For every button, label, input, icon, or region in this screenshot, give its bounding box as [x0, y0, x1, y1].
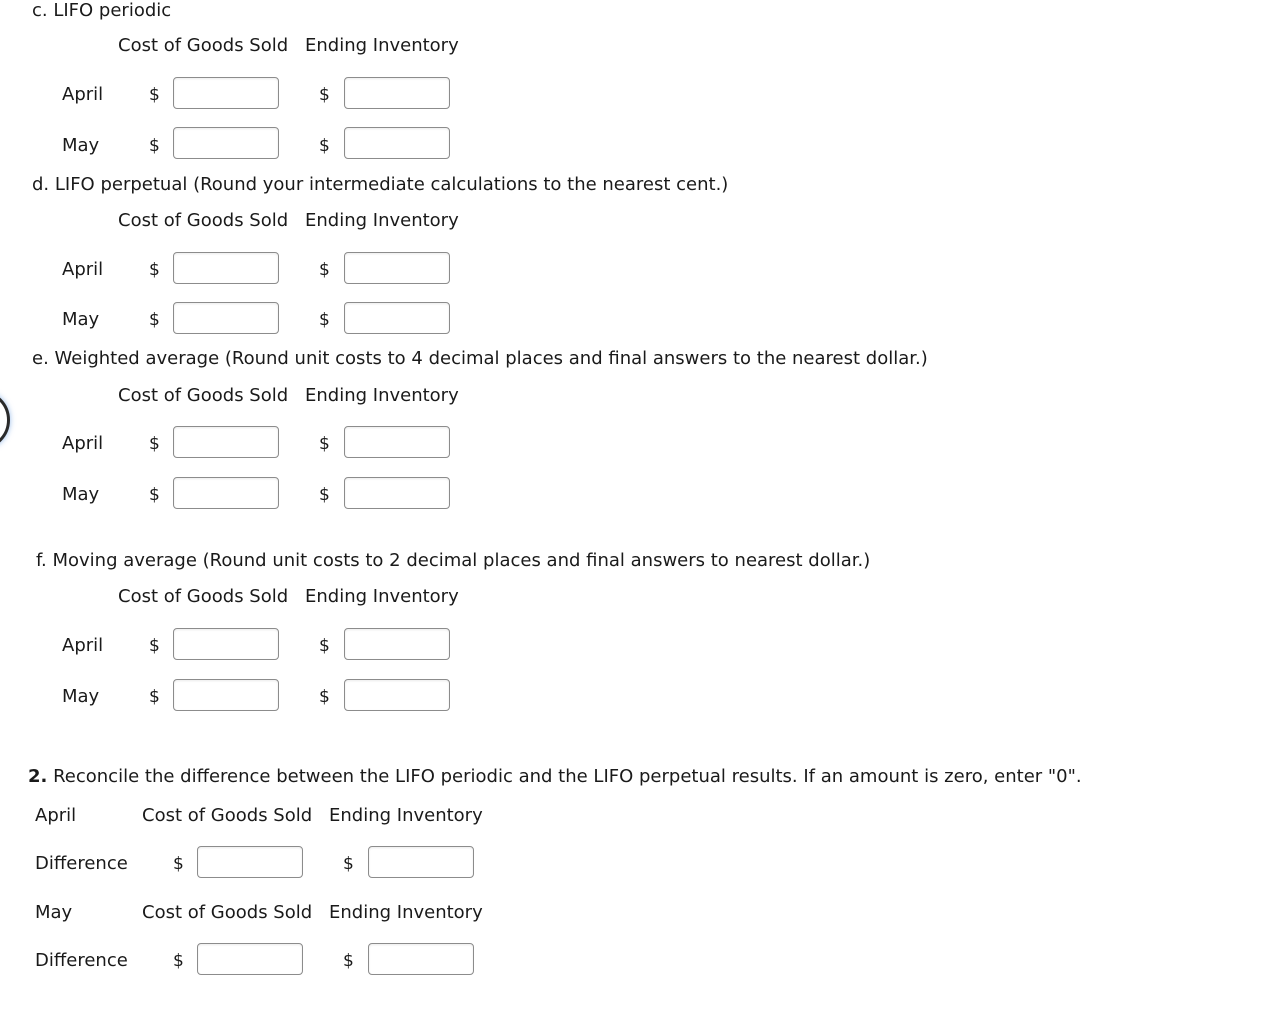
dollar-sign: $ [149, 260, 160, 280]
part2-may-label: May [35, 902, 73, 923]
row-label-april: April [62, 259, 104, 280]
row-label-may: May [62, 309, 100, 330]
dollar-sign: $ [149, 310, 160, 330]
section-e-title: e. Weighted average (Round unit costs to 4 decimal places and final answers to the nearest dollar.) [32, 348, 928, 369]
d-april-ending-inventory-input[interactable] [344, 252, 450, 284]
cogs-header: Cost of Goods Sold [142, 902, 313, 923]
cogs-header: Cost of Goods Sold [142, 805, 313, 826]
row-label-april: April [62, 635, 104, 656]
row-label-april: April [62, 433, 104, 454]
dollar-sign: $ [149, 85, 160, 105]
ending-inventory-header: Ending Inventory [305, 586, 459, 607]
ending-inventory-header: Ending Inventory [329, 902, 483, 923]
e-april-ending-inventory-input[interactable] [344, 426, 450, 458]
f-may-cogs-input[interactable] [173, 679, 279, 711]
d-may-cogs-input[interactable] [173, 302, 279, 334]
d-april-cogs-input[interactable] [173, 252, 279, 284]
may-difference-ending-inventory-input[interactable] [368, 943, 474, 975]
may-difference-cogs-input[interactable] [197, 943, 303, 975]
dollar-sign: $ [319, 310, 330, 330]
f-may-ending-inventory-input[interactable] [344, 679, 450, 711]
difference-label: Difference [35, 853, 128, 874]
section-f-title: f. Moving average (Round unit costs to 2 decimal places and final answers to nearest dollar.) [36, 550, 871, 571]
cogs-header: Cost of Goods Sold [118, 586, 289, 607]
cogs-header: Cost of Goods Sold [118, 385, 289, 406]
dollar-sign: $ [343, 951, 354, 971]
dollar-sign: $ [319, 85, 330, 105]
dollar-sign: $ [149, 136, 160, 156]
e-may-ending-inventory-input[interactable] [344, 477, 450, 509]
dollar-sign: $ [149, 485, 160, 505]
e-may-cogs-input[interactable] [173, 477, 279, 509]
e-april-cogs-input[interactable] [173, 426, 279, 458]
f-april-cogs-input[interactable] [173, 628, 279, 660]
dollar-sign: $ [319, 260, 330, 280]
ending-inventory-header: Ending Inventory [305, 385, 459, 406]
section-c-title: c. LIFO periodic [32, 0, 172, 21]
dollar-sign: $ [173, 951, 184, 971]
dollar-sign: $ [343, 854, 354, 874]
april-difference-ending-inventory-input[interactable] [368, 846, 474, 878]
cogs-header: Cost of Goods Sold [118, 210, 289, 231]
c-may-cogs-input[interactable] [173, 127, 279, 159]
row-label-april: April [62, 84, 104, 105]
difference-label: Difference [35, 950, 128, 971]
c-april-ending-inventory-input[interactable] [344, 77, 450, 109]
row-label-may: May [62, 484, 100, 505]
cogs-header: Cost of Goods Sold [118, 35, 289, 56]
dollar-sign: $ [319, 434, 330, 454]
part2-number: 2. [28, 766, 48, 787]
f-april-ending-inventory-input[interactable] [344, 628, 450, 660]
d-may-ending-inventory-input[interactable] [344, 302, 450, 334]
dollar-sign: $ [319, 687, 330, 707]
ending-inventory-header: Ending Inventory [329, 805, 483, 826]
april-difference-cogs-input[interactable] [197, 846, 303, 878]
ending-inventory-header: Ending Inventory [305, 35, 459, 56]
dollar-sign: $ [173, 854, 184, 874]
row-label-may: May [62, 686, 100, 707]
part2-april-label: April [35, 805, 77, 826]
section-d-title: d. LIFO perpetual (Round your intermediate calculations to the nearest cent.) [32, 174, 729, 195]
dollar-sign: $ [149, 434, 160, 454]
part2-instruction [28, 766, 1082, 788]
dollar-sign: $ [319, 485, 330, 505]
dollar-sign: $ [319, 136, 330, 156]
dollar-sign: $ [149, 687, 160, 707]
c-april-cogs-input[interactable] [173, 77, 279, 109]
c-may-ending-inventory-input[interactable] [344, 127, 450, 159]
row-label-may: May [62, 135, 100, 156]
dollar-sign: $ [149, 636, 160, 656]
ending-inventory-header: Ending Inventory [305, 210, 459, 231]
dollar-sign: $ [319, 636, 330, 656]
part2-instruction-text: Reconcile the difference between the LIFO periodic and the LIFO perpetual results. If an amount is zero, enter "0". [47, 766, 1082, 787]
partial-circle-widget [0, 390, 10, 450]
